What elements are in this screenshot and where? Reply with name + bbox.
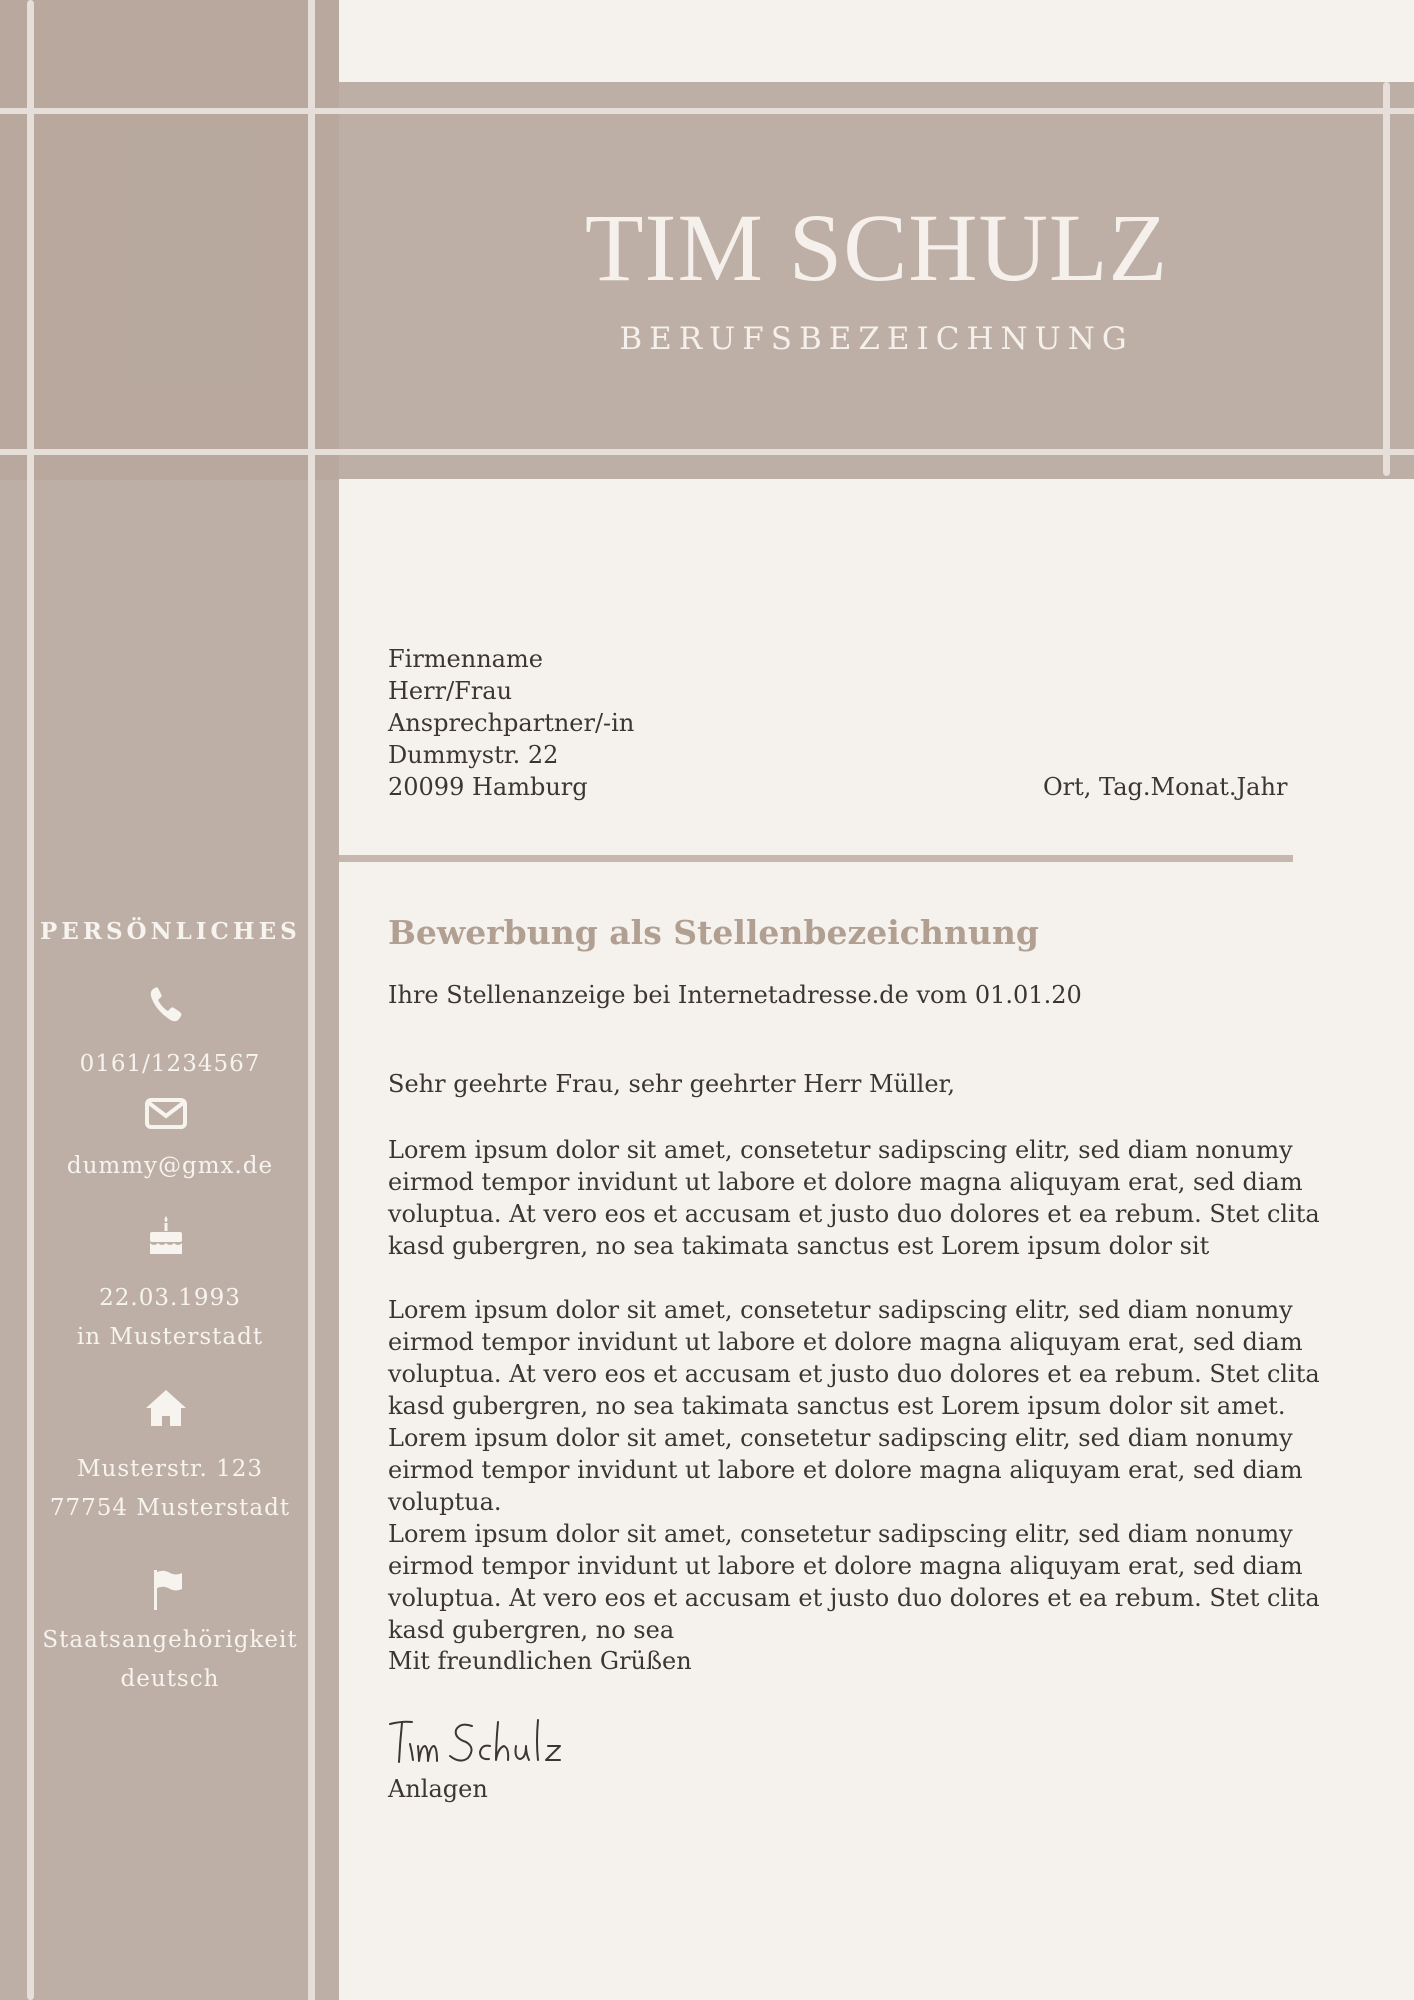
- birth-date: 22.03.1993: [99, 1285, 241, 1311]
- recipient-city: 20099 Hamburg: [388, 773, 588, 801]
- job-ad-reference: Ihre Stellenanzeige bei Internetadresse.de vom 01.01.20: [388, 981, 1082, 1009]
- letter-paragraph: Lorem ipsum dolor sit amet, consetetur sadipscing elitr, sed diam nonumy eirmod tempor invidunt ut labore et dolore magna aliquyam erat, sed diam voluptua. At vero eos et accusam et justo duo dolores et ea rebum. Stet clita kasd gubergren, no sea takimata sanctus est Lorem ipsum dolor sit: [388, 1136, 1320, 1260]
- letter-paragraph: Lorem ipsum dolor sit amet, consetetur sadipscing elitr, sed diam nonumy eirmod tempor invidunt ut labore et dolore magna aliquyam erat, sed diam voluptua. At vero eos et accusam et justo duo dolores et ea rebum. Stet clita kasd gubergren, no sea: [388, 1520, 1320, 1644]
- sidebar-line-right: [308, 0, 315, 2000]
- birthday-cake-icon: [140, 1214, 192, 1260]
- home-street: Musterstr. 123: [76, 1456, 264, 1482]
- header-line-top: [0, 108, 1414, 114]
- sidebar-top-overlay: [0, 0, 339, 480]
- birth-place: in Musterstadt: [76, 1324, 264, 1350]
- letter-salutation: Sehr geehrte Frau, sehr geehrter Herr Müller,: [388, 1070, 956, 1098]
- recipient-contact: Ansprechpartner/-in: [388, 709, 635, 737]
- job-title: BERUFSBEZEICHNUNG: [619, 321, 1134, 357]
- recipient-company: Firmenname: [388, 645, 543, 673]
- letter-subject: Bewerbung als Stellenbezeichnung: [388, 913, 1039, 952]
- flag-icon: [140, 1567, 192, 1613]
- nationality-value: deutsch: [120, 1666, 220, 1692]
- recipient-address: [388, 643, 634, 803]
- content-divider: [339, 855, 1293, 862]
- place-date: Ort, Tag.Monat.Jahr: [1043, 773, 1288, 801]
- letter-closing: Mit freundlichen Grüßen: [388, 1647, 692, 1675]
- recipient-street: Dummystr. 22: [388, 741, 559, 769]
- envelope-icon: [140, 1092, 192, 1138]
- enclosures: Anlagen: [388, 1775, 488, 1803]
- email-address[interactable]: dummy@gmx.de: [66, 1153, 274, 1179]
- header-line-bottom: [0, 449, 1414, 455]
- phone-number[interactable]: 0161/1234567: [79, 1051, 261, 1077]
- phone-icon: [140, 982, 192, 1028]
- nationality-label: Staatsangehörigkeit: [42, 1627, 298, 1653]
- house-icon: [140, 1386, 192, 1432]
- letter-paragraph: Lorem ipsum dolor sit amet, consetetur sadipscing elitr, sed diam nonumy eirmod tempor invidunt ut labore et dolore magna aliquyam erat, sed diam voluptua. At vero eos et accusam et justo duo dolores et ea rebum. Stet clita kasd gubergren, no sea takimata sanctus est Lorem ipsum dolor sit amet. Lorem ipsum dolor sit amet, consetetur sadipscing elitr, sed diam nonumy eirmod tempor invidunt ut labore et dolore magna aliquyam erat, sed diam voluptua.: [388, 1296, 1320, 1516]
- sidebar-line-left: [27, 0, 34, 2000]
- recipient-salutation: Herr/Frau: [388, 677, 513, 705]
- personal-section-title: PERSÖNLICHES: [40, 918, 301, 945]
- home-city: 77754 Musterstadt: [49, 1495, 291, 1521]
- applicant-name: TIM SCHULZ: [584, 194, 1169, 301]
- handwritten-signature: [388, 1712, 588, 1772]
